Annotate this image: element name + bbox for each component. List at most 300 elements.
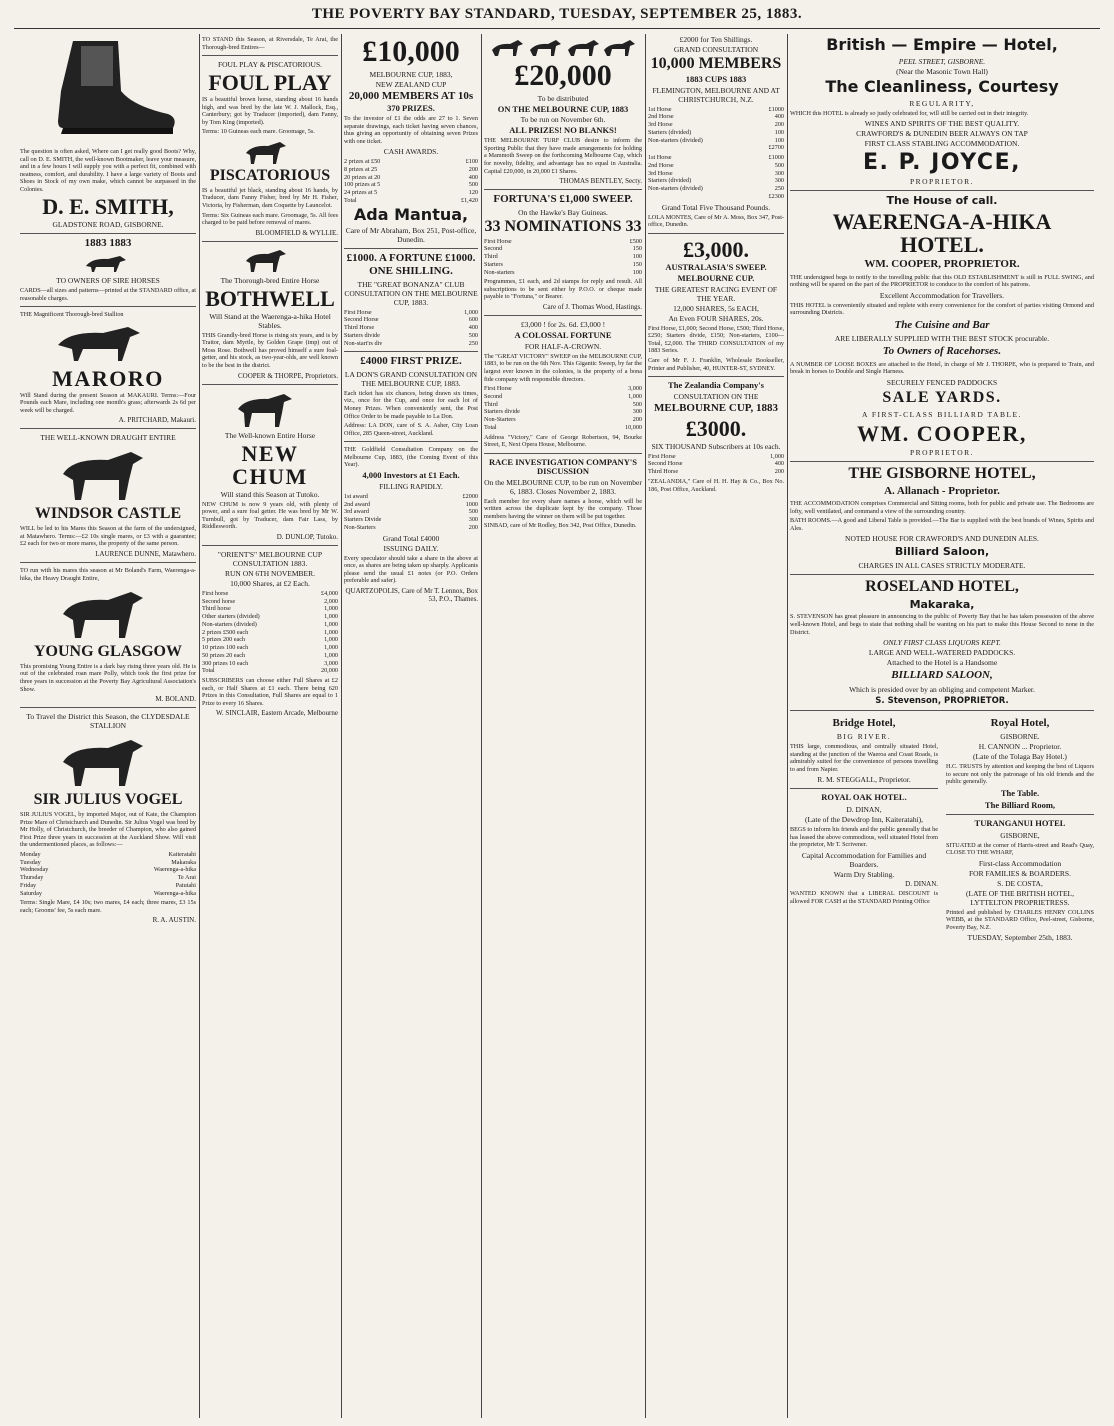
race-head: RACE INVESTIGATION COMPANY'S DISCUSSION xyxy=(489,456,637,476)
three-thousand: £3,000. xyxy=(683,236,749,262)
divider xyxy=(202,241,338,242)
members-head: 10,000 MEMBERS xyxy=(650,55,782,72)
column-divider xyxy=(787,34,788,1418)
bothwell-title: BOTHWELL xyxy=(205,285,335,311)
attached: Attached to the Hotel is a Handsome xyxy=(886,658,998,668)
victory-table xyxy=(484,385,642,432)
col4-text: THE MELBOURNE TURF CLUB desire to inform the Sporting Public that they have made arrangements for holding a Mammoth Sweep on the forthcoming Melbourne Cup, which for novelty, fidelity, and advantage has no equal in Australia. Capital £20,000, in 20,000 £1 Shares. xyxy=(484,137,642,175)
masthead: THE POVERTY BAY STANDARD, TUESDAY, SEPTEMBER 25, 1883. xyxy=(311,6,803,22)
goldfield-total: Grand Total £4000 xyxy=(382,533,440,543)
cash-row: 24 prizes at 5 120 xyxy=(344,189,478,197)
victory-signature: Address "Victory," Care of George Robertson, 94, Bourke Street, E, Next Opera House, Melbourne. xyxy=(484,433,642,449)
melb-cup: MELBOURNE CUP. xyxy=(677,272,755,283)
bridge-text: THIS large, commodious, and centrally situated Hotel, standing at the junction of the Waeroa and Coast Roads, is admirably suited for the convenience of persons travelling to and from Napier. xyxy=(790,743,938,773)
column-divider xyxy=(481,34,482,1418)
orient-signature: W. SINCLAIR, Eastern Arcade, Melbourne xyxy=(215,709,338,718)
dewdrop: (Late of the Dewdrop Inn, Kaiteratahi), xyxy=(804,815,924,825)
nominations-text: Programmes, £1 each, and 2d stamps for reply and result. All subscriptions to be sent either by P.O.O. or cheque made payable to "Fortuna," or Bearer. xyxy=(484,278,642,301)
joyce-proprietor: PROPRIETOR. xyxy=(909,177,975,187)
column-2 xyxy=(202,34,338,1418)
cups-head: 1883 CUPS 1883 xyxy=(685,73,747,84)
top-sub-2: NEW ZEALAND CUP xyxy=(375,79,447,89)
dinan: D. DINAN, xyxy=(846,805,882,815)
maroro-text: Will Stand during the present Season at MAKAURI. Terms:—Four Pounds each Mare, including one month's grass; afterwards 2s 6d per week will be charged. xyxy=(20,391,196,414)
schedule-row: Friday Patutahi xyxy=(20,881,196,889)
franklin-signature: Care of Mr F. J. Franklin, Wholesale Bookseller, Printer and Publisher, 40, HUNTER-ST, SYDNEY. xyxy=(648,357,784,372)
excellent: Excellent Accommodation for Travellers. xyxy=(879,290,1005,300)
prize-row: Third Horse 200 xyxy=(648,468,784,476)
prize-total-row: £2700 xyxy=(768,144,784,152)
two-hotels-row xyxy=(790,715,1094,944)
cash-head: CASH AWARDS. xyxy=(383,147,439,157)
prize-row: 2nd Horse 500 xyxy=(648,161,784,169)
nz-distribution xyxy=(648,154,784,201)
noted-house: NOTED HOUSE FOR CRAWFORD'S AND DUNEDIN ALES. xyxy=(845,534,1039,544)
costa-sub: (LATE OF THE BRITISH HOTEL, LYTTELTON PROPRIETRESS. xyxy=(966,888,1074,907)
race-sub: On the MELBOURNE CUP, to be run on November 6, 1883. Closes November 2, 1883. xyxy=(484,477,642,496)
billiard-saloon-2: BILLIARD SALOON, xyxy=(891,669,993,682)
lola-signature: LOLA MONTES, Care of Mr A. Moss, Box 347, Post-office, Dunedin. xyxy=(648,213,784,229)
british-text: WHICH this HOTEL is already so justly celebrated for, will still be carried out in their integrity. xyxy=(790,109,1029,117)
stabling: FIRST CLASS STABLING ACCOMMODATION. xyxy=(864,139,1020,149)
mantua-address: Care of Mr Abraham, Box 251, Post-office, Dunedin. xyxy=(345,225,477,244)
divider xyxy=(202,384,338,385)
maroro-signature: A. PRITCHARD, Makauri. xyxy=(118,416,196,425)
prize-row: Third 100 xyxy=(484,253,642,260)
prize-total-row: £2300 xyxy=(768,192,784,200)
top-text: To the investor of £1 the odds are 27 to 1. Seven separate drawings, each ticket having seven chances, thus giving an opportunity of obtaining seven Prizes with one ticket. xyxy=(344,114,478,145)
prize-row: Starters divide 500 xyxy=(344,331,478,339)
column-divider xyxy=(199,34,200,1418)
orient-text: SUBSCRIBERS can choose either Full Shares at £2 each, or Half Shares at £1 each. There being 620 Prizes in this Consultation, Full Shares are equal to 1 Prize to every 16 Shares. xyxy=(202,677,338,707)
pisc-terms: Terms: Six Guineas each mare. Groomage, 5s. All fees charged to be paid before removal of mares. xyxy=(202,211,338,227)
six-sub: SIX THOUSAND Subscribers at 10s each. xyxy=(651,441,781,451)
cooper-name: WM. COOPER, xyxy=(857,420,1027,446)
prize-row: Other starters (divided) 1,000 xyxy=(202,613,338,621)
vogel-text: SIR JULIUS VOGEL, by imported Major, out of Kate, the Champion Prize Mare of Christchurch and Dunedin. Sir Julius Vogel was bred by Mr Holly, of Christchurch, the breeder of Champion, who also gained First Prize three years in succession at the Auckland Show. Will visit the undermentioned places, as follows:— xyxy=(20,810,196,849)
prize-row: Third 500 xyxy=(484,400,642,408)
mantua-title: Ada Mantua, xyxy=(353,204,469,224)
waerenga-text-2: THIS HOTEL is conveniently situated and replete with every convenience for the comfort of parties visiting Ormond and surrounding Districts. xyxy=(790,301,1094,317)
prize-row: 2nd Horse 400 xyxy=(648,113,784,121)
house-of-call: The House of call. xyxy=(886,194,998,208)
warm: Warm Dry Stabling. xyxy=(833,869,895,879)
royal-hotel-ad xyxy=(946,715,1094,944)
aus-sweep: AUSTRALASIA'S SWEEP. xyxy=(665,261,767,272)
billiard-room: The Billiard Room, xyxy=(984,799,1056,810)
prize-row: 300 prizes 10 each 3,000 xyxy=(202,659,338,667)
foul-sub: FOUL PLAY & PISCATORIOUS. xyxy=(217,60,323,70)
top-prizes: 370 PRIZES. xyxy=(387,103,435,114)
prize-row: Starters (divided) 300 xyxy=(648,177,784,185)
bridge-title: Bridge Hotel, xyxy=(832,716,896,729)
goldfield-text: Every speculator should take a share in the above at once, as shares are being taken up sharply. Applicants please send the usual £1 notes (or P.O. Orders preferable and safer). xyxy=(344,554,478,585)
schedule-row: Tuesday Makaraka xyxy=(20,858,196,866)
bothwell-text: THIS Grandly-bred Horse is rising six years, and is by Traitor, dam Myrtle, by Golden Grape (imp) out of Moss Rose. Bothwell has proved himself a sure foal-getter, and his stock, as two-year-olds, are well known to be the best in the district. xyxy=(202,331,338,369)
foul-intro: TO STAND this Season, at Riversdale, Te Arai, the Thorough-bred Entires— xyxy=(202,36,338,51)
top-members: 20,000 MEMBERS AT 10s xyxy=(348,89,474,102)
divider xyxy=(202,545,338,546)
stevenson: S. Stevenson, PROPRIETOR. xyxy=(875,695,1009,706)
schedule-row: Wednesday Waerenga-a-hika xyxy=(20,866,196,874)
fortune-head: £1000. A FORTUNE £1000. xyxy=(346,251,476,264)
fortunas-sub: On the Hawke's Bay Guineas. xyxy=(518,207,608,217)
grand-total: Grand Total Five Thousand Pounds. xyxy=(661,202,771,212)
presided: Which is presided over by an obliging and competent Marker. xyxy=(849,684,1035,694)
wines: WINES AND SPIRITS OF THE BEST QUALITY. xyxy=(864,119,1020,129)
waerenga-title: WAERENGA-A-HIKA HOTEL. xyxy=(832,208,1052,257)
glasgow-text: This promising Young Entire is a dark bay rising three years old. He is out of the celebrated roan mare Polly, which took the first prize for three years in succession at the Poverty Bay Agricultural Association's Show. xyxy=(20,662,196,693)
prize-row: 2 prizes £500 each 1,000 xyxy=(202,628,338,636)
bothwell-intro: The Thorough-bred Entire Horse xyxy=(220,275,320,285)
cash-row: 8 prizes at 25 200 xyxy=(344,165,478,173)
prize-row: Non-Starters 200 xyxy=(344,523,478,531)
divider xyxy=(790,710,1094,711)
cooper-proprietor: WM. COOPER, PROPRIETOR. xyxy=(864,257,1020,270)
prize-row: Third Horse 400 xyxy=(344,324,478,332)
prize-total-row: Total 10,000 xyxy=(484,423,642,431)
dinan-signature: D. DINAN. xyxy=(905,879,938,888)
column-divider xyxy=(645,34,646,1418)
schedule-row: Thursday Te Arai xyxy=(20,874,196,881)
orient-head: "ORIENT'S" MELBOURNE CUP CONSULTATION 1883. xyxy=(217,549,323,568)
smith-address: GLADSTONE ROAD, GISBORNE. xyxy=(52,220,164,230)
large-paddocks: LARGE AND WELL-WATERED PADDOCKS. xyxy=(868,648,1016,658)
firstprize-signature: Address: LA DON, care of S. A. Asher, City Loan Office, 285 Queen-street, Auckland. xyxy=(344,422,478,437)
nominations-table xyxy=(484,238,642,277)
bothwell-signature: COOPER & THORPE, Proprietors. xyxy=(237,371,338,380)
horse-icon xyxy=(230,389,310,429)
capital: Capital Accommodation for Families and Boarders. xyxy=(801,850,927,869)
fortunas-title: FORTUNA'S £1,000 SWEEP. xyxy=(493,193,633,206)
bonanza-table xyxy=(344,309,478,348)
prize-row: Non-starters (divided) 100 xyxy=(648,136,784,144)
prize-row: Second Horse 400 xyxy=(648,460,784,468)
roseland-text: S. STEVENSON has great pleasure in announcing to the public of Poverty Bay that he has taken possession of the above well-known Hotel, and begs to state that nothing shall be wanting on his part to make this House Second to none in the District. xyxy=(790,613,1094,636)
cooper-proprietor-2: PROPRIETOR. xyxy=(909,447,975,457)
firstprize-head: £4000 FIRST PRIZE. xyxy=(360,355,462,368)
prize-row: Second horse 2,000 xyxy=(202,597,338,605)
prize-row: Non-starters (divided) 250 xyxy=(648,185,784,193)
orient-run: RUN ON 6TH NOVEMBER. xyxy=(225,568,315,578)
prize-row: Starters divide 300 xyxy=(484,408,642,416)
aus-text: First Horse, £1,000; Second Horse, £500; Third Horse, £250; Starters divide, £150; Non-starters, £100—Total, £2,000. The THIRD CONSULTATION of my 1883 Series. xyxy=(648,324,784,355)
half-crown: FOR HALF-A-CROWN. xyxy=(524,341,602,351)
piscatorious-title: PISCATORIOUS xyxy=(209,167,331,185)
roseland-title: ROSELAND HOTEL, xyxy=(865,578,1019,596)
divider xyxy=(648,376,784,377)
cash-row: 100 prizes at 5 500 xyxy=(344,181,478,189)
colossal-title: A COLOSSAL FORTUNE xyxy=(514,329,612,340)
vogel-terms: Terms: Single Mare, £4 10s; two mares, £4 each; three mares, £3 15s each; Grooms' fee, 5s each mare. xyxy=(20,899,196,914)
draught-label: THE WELL-KNOWN DRAUGHT ENTIRE xyxy=(40,433,176,443)
smith-name: D. E. SMITH, xyxy=(42,194,174,220)
column-3 xyxy=(344,34,478,1418)
divider xyxy=(20,233,196,234)
billiard-saloon: Billiard Saloon, xyxy=(894,545,990,559)
boot-illustration xyxy=(33,36,183,146)
vogel-intro: To Travel the District this Season, the CLYDESDALE STALLION xyxy=(26,712,190,731)
foulplay-terms: Terms: 10 Guineas each mare. Groomage, 5s. xyxy=(202,128,315,136)
divider xyxy=(946,814,1094,815)
waerenga-text: THE undersigned begs to notify to the travelling public that this OLD ESTABLISHMENT is still in FULL SWING, and nothing will be spared on the part of the PROPRIETOR to conduce to the comfort of his patrons. xyxy=(790,273,1094,289)
victory-text: The "GREAT VICTORY" SWEEP on the MELBOURNE CUP, 1883, to be run on the 6th Nov. This Gigantic Sweep, by far the largest ever known in the colonies, is the property of a bona fide company with responsible directors. xyxy=(484,352,642,383)
pisc-text: IS a beautiful jet black, standing about 16 hands, by Traducer, dam Fanny Fisher, bred by Mr H. Fisher, Victoria, by Fisherman, dam Coquette by Launcelot. xyxy=(202,186,338,209)
gisborne-text: THE ACCOMMODATION comprises Commercial and Sitting rooms, both for public and private use. The Bedrooms are lofty, well ventilated, and command a view of the surrounding country. xyxy=(790,500,1094,515)
column-divider xyxy=(341,34,342,1418)
prize-row: 50 prizes 20 each 1,000 xyxy=(202,651,338,659)
regularity: REGULARITY, xyxy=(909,98,975,108)
cash-row: 2 prizes at £50 £100 xyxy=(344,158,478,166)
melbourne-cup-head: ON THE MELBOURNE CUP, 1883 xyxy=(497,103,629,114)
billiard-table: A FIRST-CLASS BILLIARD TABLE. xyxy=(862,409,1022,419)
schedule-row: Monday Kaiteratahi xyxy=(20,850,196,858)
top-sub-1: MELBOURNE CUP, 1883, xyxy=(369,69,453,79)
prize-row: Non-starters 100 xyxy=(484,268,642,276)
goldfield-head: THE Goldfield Consultation Company on the Melbourne Cup, 1883, (the Coming Event of this Year). xyxy=(344,446,478,469)
glasgow-intro: TO run with his mares this season at Mr Boland's Farm, Waerenga-a-hika, the Heavy Draught Entire, xyxy=(20,566,196,582)
col4-title: £20,000 xyxy=(514,59,612,92)
sinbad-signature: SINBAD, care of Mr Rodley, Box 342, Post Office, Dunedin. xyxy=(484,522,637,530)
first-class: First-class Accommodation xyxy=(978,858,1062,868)
divider xyxy=(344,441,478,442)
column-4 xyxy=(484,34,642,1418)
prize-row: 10 prizes 100 each 1,000 xyxy=(202,644,338,652)
years-heading: 1883 1883 xyxy=(84,237,132,250)
sire-heading: TO OWNERS OF SIRE HORSES xyxy=(56,276,160,286)
windsor-title: WINDSOR CASTLE xyxy=(34,505,182,523)
filling-label: FILLING RAPIDLY. xyxy=(379,481,443,491)
divider xyxy=(484,453,642,454)
run-date: To be run on November 6th. xyxy=(520,115,606,125)
goldfield-signature: QUARTZOPOLIS, Care of Mr T. Lennox, Box 53, P.O., Thames. xyxy=(345,586,478,603)
prize-row: 3rd Horse 200 xyxy=(648,121,784,129)
oak-text: BEGS to inform his friends and the public generally that he has leased the above commodious, well situated Hotel from the proprietor, Mr T. Scrivener. xyxy=(790,826,938,849)
sire-text: CARDS—all sizes and patterns—printed at the STANDARD office, at reasonable charges. xyxy=(20,287,196,302)
greatest: THE GREATEST RACING EVENT OF THE YEAR. xyxy=(654,284,778,303)
divider xyxy=(344,248,478,249)
col5-head: £2000 for Ten Shillings. xyxy=(679,35,753,44)
british-title: British — Empire — Hotel, xyxy=(826,35,1058,54)
crawford: CRAWFORD'S & DUNEDIN BEER ALWAYS ON TAP xyxy=(856,129,1028,139)
racehorses-head: To Owners of Racehorses. xyxy=(882,345,1002,358)
bonanza-head: THE "GREAT BONANZA" CLUB CONSULTATION ON THE MELBOURNE CUP, 1883. xyxy=(344,279,478,307)
places: FLEMINGTON, MELBOURNE AND AT CHRISTCHURCH, N.Z. xyxy=(652,85,780,104)
grand-consultation: GRAND CONSULTATION xyxy=(673,45,759,54)
all-prizes-head: ALL PRIZES! NO BLANKS! xyxy=(509,125,617,136)
zealandia-sub: CONSULTATION ON THE xyxy=(673,392,759,402)
maroro-intro: THE Magnificent Thorough-bred Stallion xyxy=(20,311,124,319)
pisc-signature: BLOOMFIELD & WYLLIE. xyxy=(255,228,338,237)
vogel-title: SIR JULIUS VOGEL xyxy=(33,791,183,809)
divider xyxy=(202,55,338,56)
colossal-head: £3,000 ! for 2s. 6d. £3,000 ! xyxy=(520,319,606,329)
prize-row: Second Horse 600 xyxy=(344,316,478,324)
cash-table xyxy=(344,158,478,205)
divider xyxy=(484,315,642,316)
prize-row: 1st Horse £1000 xyxy=(648,105,784,113)
prize-row: 3rd award 500 xyxy=(344,508,478,516)
cash-total-row: Total £1,420 xyxy=(344,196,478,204)
wanted: WANTED KNOWN that a LIBERAL DISCOUNT is allowed FOR CASH at the STANDARD Printing Office xyxy=(790,889,938,905)
smith-ad-text: The question is often asked, Where can I get really good Boots? Why, call on D. E. SMITH, the well-known Bootmaker, leave your measure, and in a few hours I will supply you with a perfect fit, combined with neatness, comfort, and durability. I have a large variety of Boots and Shoes in Stock of my own make, which cannot be surpassed in the Colonies. xyxy=(20,148,196,193)
prize-row: 2nd award 1000 xyxy=(344,500,478,508)
foulplay-title: FOUL PLAY xyxy=(208,70,332,96)
peel-street: PEEL STREET, GISBORNE. xyxy=(898,56,986,66)
maroro-title: MARORO xyxy=(52,365,164,391)
racehorses-text: A NUMBER OF LOOSE BOXES are attached to the Hotel, in charge of Mr J. THORPE, who is prepared to Train, and break in horses to Double and Single Harness. xyxy=(790,360,1094,376)
divider xyxy=(20,562,196,563)
zealandia-signature: "ZEALANDIA," Care of H. H. Hay & Co., Box No. 186, Post Office, Auckland. xyxy=(648,477,784,493)
prize-row: First horse £4,000 xyxy=(202,589,338,597)
royal-table: The Table. xyxy=(1000,787,1040,798)
cuisine: The Cuisine and Bar xyxy=(894,318,990,331)
divider xyxy=(790,788,938,789)
printed: Printed and published by CHARLES HENRY COLLINS WEBB, at the STANDARD Office, Peel-street, Gisborne, Poverty Bay, N.Z. xyxy=(946,908,1094,931)
divider xyxy=(20,428,196,429)
royal-text: H.C. TRUSTS by attention and keeping the best of Liquors to secure not only the patronage of his old friends and the public generally. xyxy=(946,763,1094,786)
joyce-name: E. P. JOYCE, xyxy=(863,150,1021,176)
divider xyxy=(484,189,642,190)
big-river: BIG RIVER. xyxy=(836,732,892,742)
tolaga: (Late of the Tolaga Bay Hotel.) xyxy=(973,752,1067,762)
bridge-hotel-ad xyxy=(790,715,938,944)
gisborne-hotel: THE GISBORNE HOTEL, xyxy=(848,464,1036,482)
prize-row: Starters 150 xyxy=(484,260,642,268)
allanach: A. Allanach - Proprietor. xyxy=(884,484,1000,497)
fortunas-signature: Care of J. Thomas Wood, Hastings. xyxy=(542,302,642,311)
newchum-label: The Well-known Entire Horse xyxy=(224,430,316,440)
makaraka: Makaraka, xyxy=(909,597,975,611)
racehorses-illustration xyxy=(488,36,638,58)
nominations-head: 33 NOMINATIONS 33 xyxy=(484,217,642,235)
prize-row: Third horse 1,000 xyxy=(202,605,338,613)
royal-title: Royal Hotel, xyxy=(990,716,1050,729)
charges: CHARGES IN ALL CASES STRICTLY MODERATE. xyxy=(858,561,1026,571)
liquors: ONLY FIRST CLASS LIQUORS KEPT. xyxy=(883,638,1001,648)
newchum-title: NEW CHUM xyxy=(232,440,308,489)
horse-icon xyxy=(48,321,168,365)
orient-shares: 10,000 Shares, at £2 Each. xyxy=(230,578,310,588)
vogel-schedule xyxy=(20,851,196,898)
draught-horse-icon xyxy=(53,584,163,642)
vogel-signature: R. A. AUSTIN. xyxy=(152,916,196,925)
col4-signature: THOMAS BENTLEY, Secty. xyxy=(559,177,642,186)
shilling-head: ONE SHILLING. xyxy=(369,265,453,278)
horse-icon xyxy=(78,252,138,274)
prize-row: 1st award £2000 xyxy=(344,492,478,500)
sale-yards: SALE YARDS. xyxy=(882,389,1002,406)
royal-gisborne: GISBORNE. xyxy=(1000,732,1040,742)
prize-row: First Horse 1,000 xyxy=(648,452,784,460)
divider xyxy=(20,707,196,708)
column-5 xyxy=(648,34,784,1418)
newchum-text: NEW CHUM is now 9 years old, with plenty of power, and a sure foal getter. He was bred by Mr W. Turnbull, got by Traducer, dam Fair Lass, by Riddlesworth. xyxy=(202,500,338,531)
divider xyxy=(790,190,1094,191)
melb-cup-2: MELBOURNE CUP, 1883 xyxy=(654,402,778,415)
investors-head: 4,000 Investors at £1 Each. xyxy=(362,469,460,480)
bothwell-sub: Will Stand at the Waerenga-a-hika Hotel Stables. xyxy=(209,311,331,330)
prize-row: First Horse 3,000 xyxy=(484,385,642,393)
prize-row: 5 prizes 200 each 1,000 xyxy=(202,636,338,644)
horse-icon xyxy=(240,246,300,274)
divider xyxy=(790,461,1094,462)
column-6 xyxy=(790,34,1094,1418)
divider xyxy=(790,574,1094,575)
prize-row: Non-Starters 200 xyxy=(484,416,642,424)
steggall: R. M. STEGGALL, Proprietor. xyxy=(817,775,911,785)
prize-row: Second 150 xyxy=(484,245,642,253)
prize-row: Non-start'rs div 250 xyxy=(344,339,478,347)
prize-row: Non-starters (divided) 1,000 xyxy=(202,620,338,628)
royal-oak: ROYAL OAK HOTEL. xyxy=(821,792,907,803)
masthead-rule xyxy=(14,28,1100,29)
prize-row: 3rd Horse 300 xyxy=(648,169,784,177)
windsor-text: WILL be led to his Mares this Season at the farm of the undersigned, at Matawhero. Terms:—£2 10s single mares, or £3 with a guarantee; £2 each for two or more mares, the property of the same person. xyxy=(20,525,196,548)
paddocks: SECURELY FENCED PADDOCKS xyxy=(886,378,998,387)
turanganui-gisborne: GISBORNE, xyxy=(1000,830,1040,840)
divider xyxy=(20,306,196,307)
prize-row: 1st Horse £1000 xyxy=(648,154,784,162)
six-thousand: £3000. xyxy=(685,415,747,441)
cleanliness-head: The Cleanliness, Courtesy xyxy=(825,76,1059,96)
baths-text: BATH ROOMS.—A good and Liberal Table is provided.—The Bar is supplied with the best brands of Wines, Spirits and Ales. xyxy=(790,517,1094,532)
supplied: ARE LIBERALLY SUPPLIED WITH THE BEST STOCK procurable. xyxy=(834,334,1050,344)
race-text: Each member for every share names a horse, which will be written across the duplicate kept by the company. Those members having the winner on them will be put together. xyxy=(484,497,642,520)
firstprize-text: Each ticket has six chances, being drawn six times, viz., once for the Cup, and once for each lot of Money Prizes. When conveniently sent, the Post Office Order to be made payable to La Don. xyxy=(344,389,478,420)
divider xyxy=(648,233,784,234)
melbourne-distribution xyxy=(648,106,784,153)
glasgow-signature: M. BOLAND. xyxy=(155,695,196,704)
divider xyxy=(344,351,478,352)
schedule-row: Saturday Waerenga-a-hika xyxy=(20,889,196,897)
newchum-signature: D. DUNLOP, Tutoko. xyxy=(276,532,338,541)
even-shares: An Even FOUR SHARES, 20s. xyxy=(668,313,764,323)
publication-date: TUESDAY, September 25th, 1883. xyxy=(967,933,1073,943)
clydesdale-horse-icon xyxy=(53,732,163,790)
horse-icon xyxy=(240,138,300,166)
masonic-note: (Near the Masonic Town Hall) xyxy=(896,66,988,76)
prize-total-row: Total 20,000 xyxy=(202,667,338,675)
cannon: H. CANNON ... Proprietor. xyxy=(978,742,1062,752)
turanganui-text: SITUATED at the corner of Harris-street and Read's Quay, CLOSE TO THE WHARF, xyxy=(946,841,1094,857)
prize-row: Starters Divide 300 xyxy=(344,516,478,524)
costa: S. DE COSTA, xyxy=(997,878,1043,888)
cash-row: 20 prizes at 20 400 xyxy=(344,173,478,181)
shares: 12,000 SHARES, 5s EACH, xyxy=(673,303,759,313)
families: FOR FAMILIES & BOARDERS. xyxy=(969,868,1071,878)
issuing-label: ISSUING DAILY. xyxy=(383,543,439,553)
prize-row: First Horse 1,000 xyxy=(344,308,478,316)
glasgow-title: YOUNG GLASGOW xyxy=(33,643,182,661)
distributed-label: To be distributed xyxy=(537,93,589,103)
foulplay-text: IS a beautiful brown horse, standing about 16 hands high, and was bred by the late W. J. Mallock, Esq., Canterbury; got by Traducer (imported), dam Fanny, by Tom King (imported). xyxy=(202,96,338,126)
top-title: £10,000 xyxy=(362,35,460,68)
turanganui: TURANGANUI HOTEL xyxy=(974,817,1066,828)
prize-row: Starters (divided) 100 xyxy=(648,128,784,136)
orient-prize-table xyxy=(202,590,338,675)
windsor-signature: LAURENCE DUNNE, Matawhero. xyxy=(95,549,196,558)
column-1 xyxy=(20,34,196,1418)
zealandia-table xyxy=(648,453,784,476)
newchum-sub: Will stand this Season at Tutoko. xyxy=(220,489,320,499)
zealandia-title: The Zealandia Company's xyxy=(668,380,764,391)
firstprize-sub: LA DON'S GRAND CONSULTATION ON THE MELBOURNE CUP, 1883. xyxy=(344,369,478,388)
goldfield-table xyxy=(344,493,478,532)
draught-horse-icon xyxy=(53,444,163,504)
prize-row: First Horse £500 xyxy=(484,237,642,245)
prize-row: Second 1,000 xyxy=(484,392,642,400)
